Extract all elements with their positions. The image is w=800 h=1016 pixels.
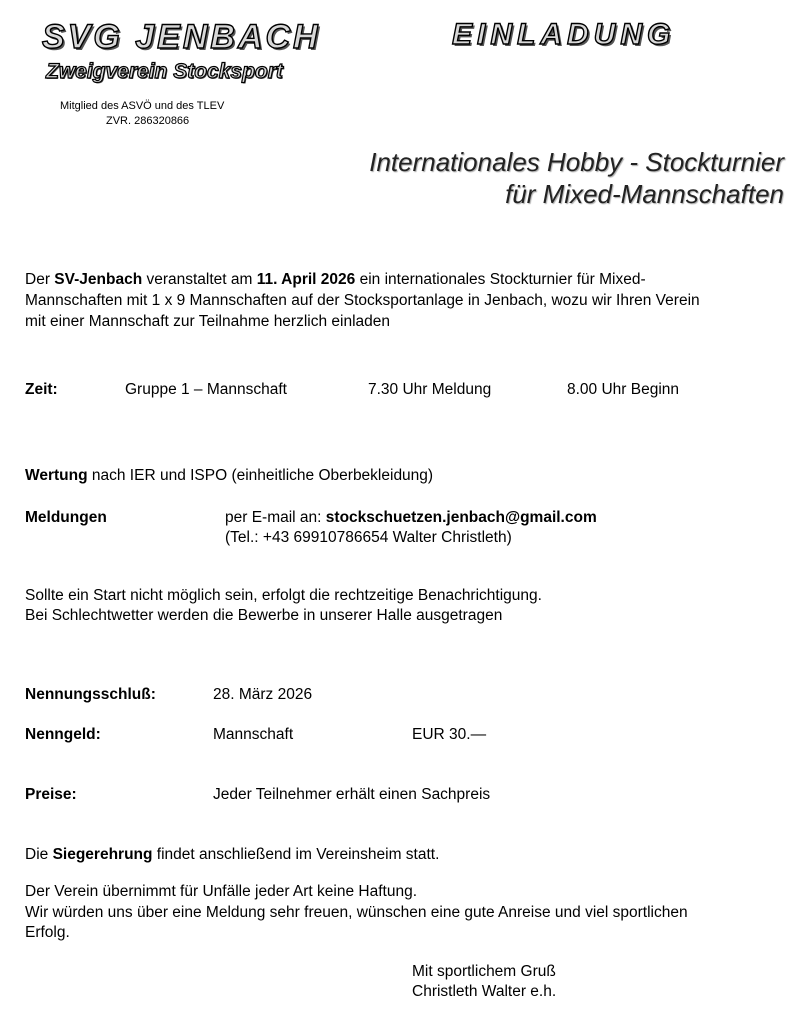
club-highlight: SV-Jenbach — [54, 271, 143, 288]
intro-text: ein internationales Stockturnier für Mixed- — [355, 271, 646, 288]
ceremony-line — [25, 844, 439, 865]
ceremony-text: findet anschließend im Vereinsheim statt. — [152, 846, 440, 863]
prizes-value: Jeder Teilnehmer erhält einen Sachpreis — [213, 786, 491, 803]
prizes-label: Preise: — [25, 786, 77, 803]
registration-number: ZVR. 286320866 — [106, 115, 190, 127]
email-address[interactable]: stockschuetzen.jenbach@gmail.com — [325, 509, 597, 526]
email-prefix: per E-mail an: — [225, 509, 326, 526]
deadline-value: 28. März 2026 — [213, 686, 313, 703]
intro-line-1 — [25, 269, 765, 290]
zeit-registration: 7.30 Uhr Meldung — [368, 381, 492, 398]
intro-paragraph — [25, 269, 765, 332]
tournament-title: Internationales Hobby - Stockturnier — [369, 147, 784, 177]
deadline-label: Nennungsschluß: — [25, 686, 156, 703]
notice-line-2: Bei Schlechtwetter werden die Bewerbe in unserer Halle ausgetragen — [25, 607, 503, 624]
ceremony-highlight: Siegerehrung — [52, 846, 153, 863]
closing-line-2: Wir würden uns über eine Meldung sehr freuen, wünschen eine gute Anreise und viel sportlichen — [25, 904, 688, 921]
ceremony-text: Die — [25, 846, 53, 863]
fee-amount: EUR 30.— — [412, 726, 487, 743]
membership-line: Mitglied des ASVÖ und des TLEV — [60, 100, 225, 112]
fee-label: Nenngeld: — [25, 726, 101, 743]
meldungen-email-line — [225, 507, 597, 528]
zeit-group: Gruppe 1 – Mannschaft — [125, 381, 287, 398]
signature-greeting: Mit sportlichem Gruß — [412, 963, 556, 980]
meldungen-label: Meldungen — [25, 509, 107, 526]
fee-type: Mannschaft — [213, 726, 294, 743]
intro-line-2: Mannschaften mit 1 x 9 Mannschaften auf der Stocksportanlage in Jenbach, wozu wir Ihren Verein — [25, 292, 700, 309]
meldungen-phone: (Tel.: +43 69910786654 Walter Christleth) — [225, 529, 512, 546]
zeit-label: Zeit: — [25, 381, 58, 398]
intro-text: veranstaltet am — [142, 271, 257, 288]
closing-line-1: Der Verein übernimmt für Unfälle jeder Art keine Haftung. — [25, 883, 417, 900]
club-logo-title: SVG JENBACH — [42, 18, 321, 56]
event-date: 11. April 2026 — [256, 271, 356, 288]
closing-line-3: Erfolg. — [25, 924, 70, 941]
invitation-heading: EINLADUNG — [452, 18, 676, 51]
notice-line-1: Sollte ein Start nicht möglich sein, erfolgt die rechtzeitige Benachrichtigung. — [25, 587, 542, 604]
wertung-text: nach IER und ISPO (einheitliche Oberbekleidung) — [87, 467, 434, 484]
tournament-subtitle: für Mixed-Mannschaften — [505, 179, 784, 209]
wertung-label: Wertung — [25, 467, 88, 484]
signature-name: Christleth Walter e.h. — [412, 983, 557, 1000]
wertung-line — [25, 465, 433, 486]
intro-line-3: mit einer Mannschaft zur Teilnahme herzlich einladen — [25, 313, 391, 330]
intro-text: Der — [25, 271, 55, 288]
zeit-start: 8.00 Uhr Beginn — [567, 381, 680, 398]
club-logo-subtitle: Zweigverein Stocksport — [46, 60, 283, 83]
